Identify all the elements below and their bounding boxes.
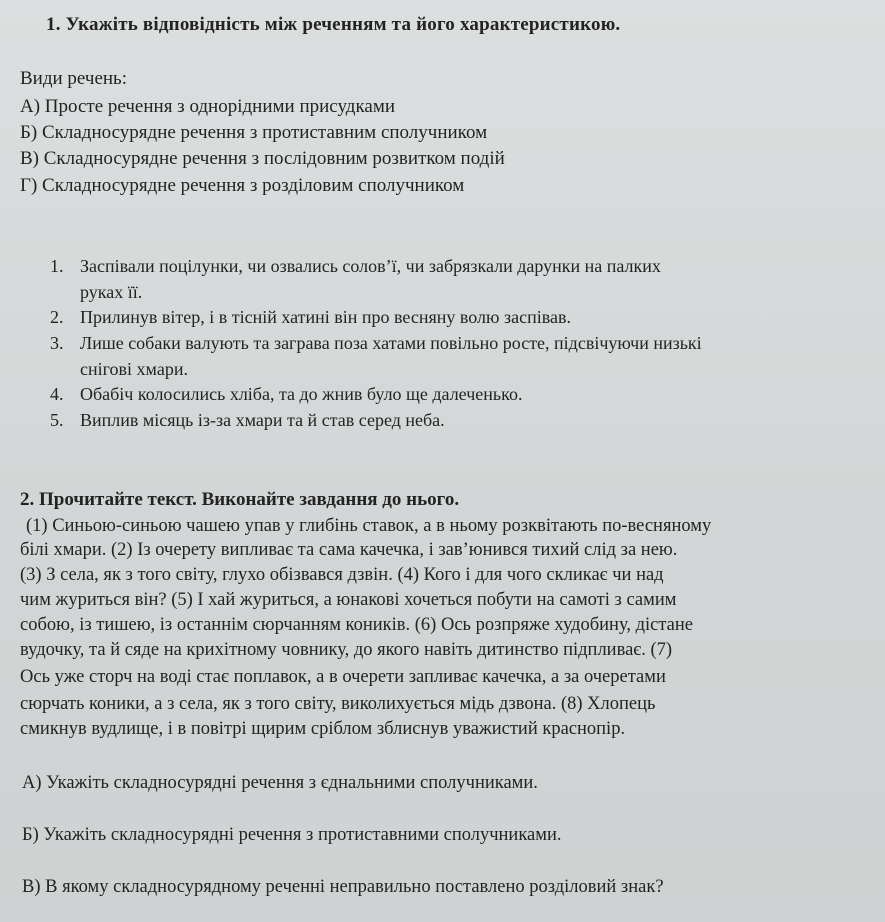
- sentence-3-number: 3.: [50, 333, 64, 353]
- text-line-9: смикнув вудлище, і в повітрі щирим сріблом зблиснув уважистий краснопір.: [20, 719, 626, 739]
- text-line-2: білі хмари. (2) Із очерету випливає та сама качечка, і зав’юнився тихий слід за нею.: [20, 540, 678, 560]
- task1-title: 1. Укажіть відповідність між реченням та його характеристикою.: [46, 14, 621, 35]
- sentence-3-line-1: Лише собаки валують та заграва поза хатами повільно росте, підсвічуючи низькі: [80, 333, 702, 353]
- sentence-3-line-2: снігові хмари.: [80, 359, 188, 379]
- question-v: В) В якому складносурядному реченні неправильно поставлено розділовий знак?: [22, 877, 664, 897]
- sentence-4-number: 4.: [50, 384, 64, 404]
- sentence-types-heading: Види речень:: [20, 68, 127, 89]
- task2-title: 2. Прочитайте текст. Виконайте завдання до нього.: [20, 489, 460, 510]
- sentence-4-line-1: Обабіч колосились хліба, та до жнив було ще далеченько.: [80, 384, 523, 404]
- sentence-type-v: В) Складносурядне речення з послідовним розвитком подій: [20, 148, 505, 169]
- sentence-type-b: Б) Складносурядне речення з протиставним сполучником: [20, 122, 488, 143]
- text-line-8: сюрчать коники, а з села, як з того світу, виколихується мідь дзвона. (8) Хлопець: [20, 694, 656, 714]
- question-a: А) Укажіть складносурядні речення з єднальними сполучниками.: [22, 773, 538, 793]
- sentence-2-number: 2.: [50, 307, 64, 327]
- text-line-3: (3) З села, як з того світу, глухо обізвався дзвін. (4) Кого і для чого скликає чи над: [20, 565, 664, 585]
- sentence-5-line-1: Виплив місяць із-за хмари та й став серед неба.: [80, 410, 445, 430]
- text-line-5: собою, із тишею, із останнім сюрчанням коників. (6) Ось розпряже худобину, дістане: [20, 615, 693, 635]
- text-line-1: (1) Синьою-синьою чашею упав у глибінь ставок, а в ньому розквітають по-весняному: [26, 516, 712, 536]
- sentence-2-line-1: Прилинув вітер, і в тісній хатині він про весняну волю заспівав.: [80, 307, 571, 327]
- sentence-1-line-1: Заспівали поцілунки, чи озвались солов’ї, чи забрязкали дарунки на палких: [80, 256, 661, 276]
- sentence-type-g: Г) Складносурядне речення з розділовим сполучником: [20, 175, 465, 196]
- text-line-6: вудочку, та й сяде на крихітному човнику, до якого навіть дитинство підпливає. (7): [20, 640, 673, 660]
- text-line-7: Ось уже сторч на воді стає поплавок, а в очерети запливає качечка, а за очеретами: [20, 667, 666, 687]
- sentence-1-line-2: руках її.: [80, 282, 143, 302]
- text-line-4: чим журиться він? (5) І хай журиться, а юнакові хочеться побути на самоті з самим: [20, 590, 677, 610]
- sentence-type-a: А) Просте речення з однорідними присудками: [20, 96, 396, 117]
- question-b: Б) Укажіть складносурядні речення з протиставними сполучниками.: [22, 825, 562, 845]
- sentence-5-number: 5.: [50, 410, 64, 430]
- sentence-1-number: 1.: [50, 256, 64, 276]
